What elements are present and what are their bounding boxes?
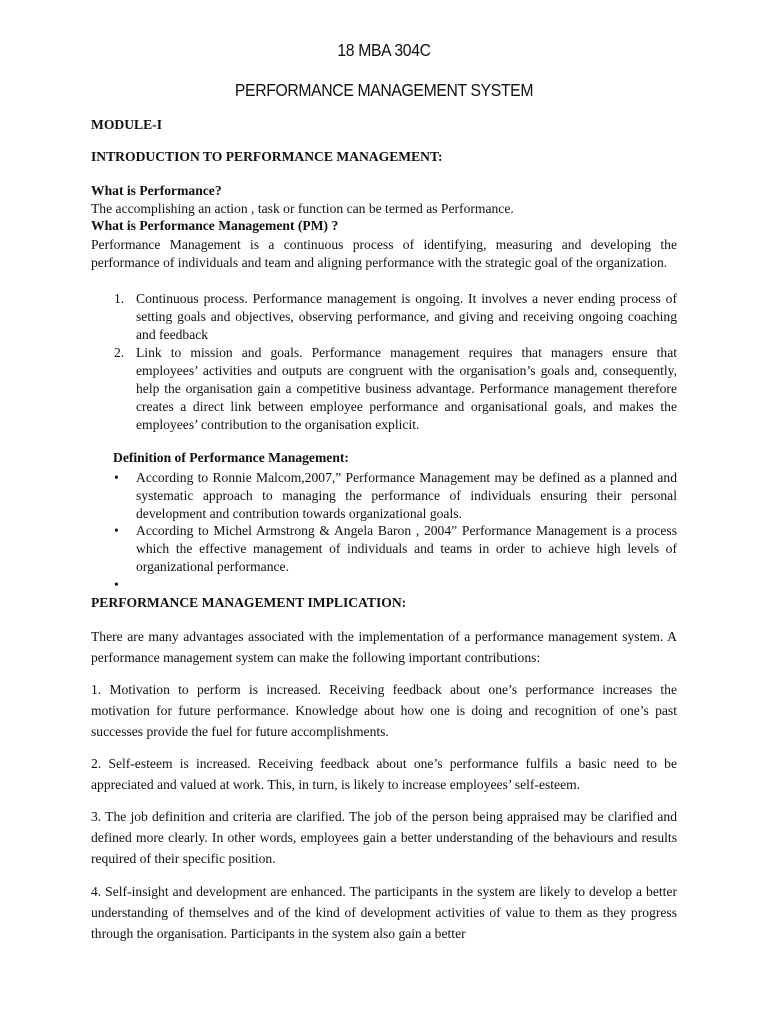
implication-intro: There are many advantages associated with the implementation of a performance management system. A performance management system can make the following important contributions: bbox=[91, 629, 677, 665]
module-label: MODULE-I bbox=[91, 117, 162, 132]
bullet: • bbox=[114, 470, 119, 485]
bullet: • bbox=[114, 577, 119, 592]
intro-heading: INTRODUCTION TO PERFORMANCE MANAGEMENT: bbox=[91, 149, 443, 164]
contribution-item: 1. Motivation to perform is increased. Receiving feedback about one’s performance increases the motivation for future performance. Knowledge about how one is doing and recognition of one’s past successes provide the fuel for future accomplishments. bbox=[91, 682, 677, 739]
contribution-item: 3. The job definition and criteria are clarified. The job of the person being appraised may be clarified and defined more clearly. In other words, employees gain a better understanding of the behaviours and results required of their specific position. bbox=[91, 809, 677, 866]
implication-heading: PERFORMANCE MANAGEMENT IMPLICATION: bbox=[91, 595, 407, 610]
question-pm: What is Performance Management (PM) ? bbox=[91, 218, 339, 233]
contribution-item: 2. Self-esteem is increased. Receiving feedback about one’s performance fulfils a basic need to be appreciated and valued at work. This, in turn, is likely to increase employees’ self-esteem. bbox=[91, 756, 677, 792]
definition-heading: Definition of Performance Management: bbox=[113, 450, 349, 465]
bullet: • bbox=[114, 523, 119, 538]
contribution-item: 4. Self-insight and development are enhanced. The participants in the system are likely to develop a better understanding of themselves and of the kind of development activities of value to them as they progress through the organisation. Participants in the system also gain a better bbox=[91, 884, 677, 941]
course-code: 18 MBA 304C bbox=[337, 40, 431, 60]
course-title: PERFORMANCE MANAGEMENT SYSTEM bbox=[234, 80, 534, 100]
point-text: Continuous process. Performance management is ongoing. It involves a never ending process of setting goals and objectives, observing performance, and giving and receiving ongoing coaching and feedback bbox=[136, 291, 677, 342]
point-text: Link to mission and goals. Performance management requires that managers ensure that employees’ activities and outputs are congruent with the organisation’s goals and, consequently, help the organisation gain a competitive business advantage. Performance management therefore creates a direct link between employee performance and organisational goals, and makes the employees’ contribution to the organisation explicit. bbox=[136, 345, 677, 432]
point-number: 1. bbox=[114, 291, 125, 306]
answer-performance: The accomplishing an action , task or function can be termed as Performance. bbox=[91, 201, 514, 216]
point-number: 2. bbox=[114, 345, 125, 360]
definition-item: According to Michel Armstrong & Angela Baron , 2004” Performance Management is a process which the effective management of individuals and teams in order to achieve high levels of organizational performance. bbox=[136, 523, 677, 574]
question-performance: What is Performance? bbox=[91, 183, 222, 198]
definition-item: According to Ronnie Malcom,2007,” Performance Management may be defined as a planned and systematic approach to managing the performance of individuals ensuring their personal development and contribution towards organizational goals. bbox=[136, 470, 677, 521]
answer-pm: Performance Management is a continuous process of identifying, measuring and developing the performance of individuals and team and aligning performance with the strategic goal of the organization. bbox=[91, 237, 677, 270]
